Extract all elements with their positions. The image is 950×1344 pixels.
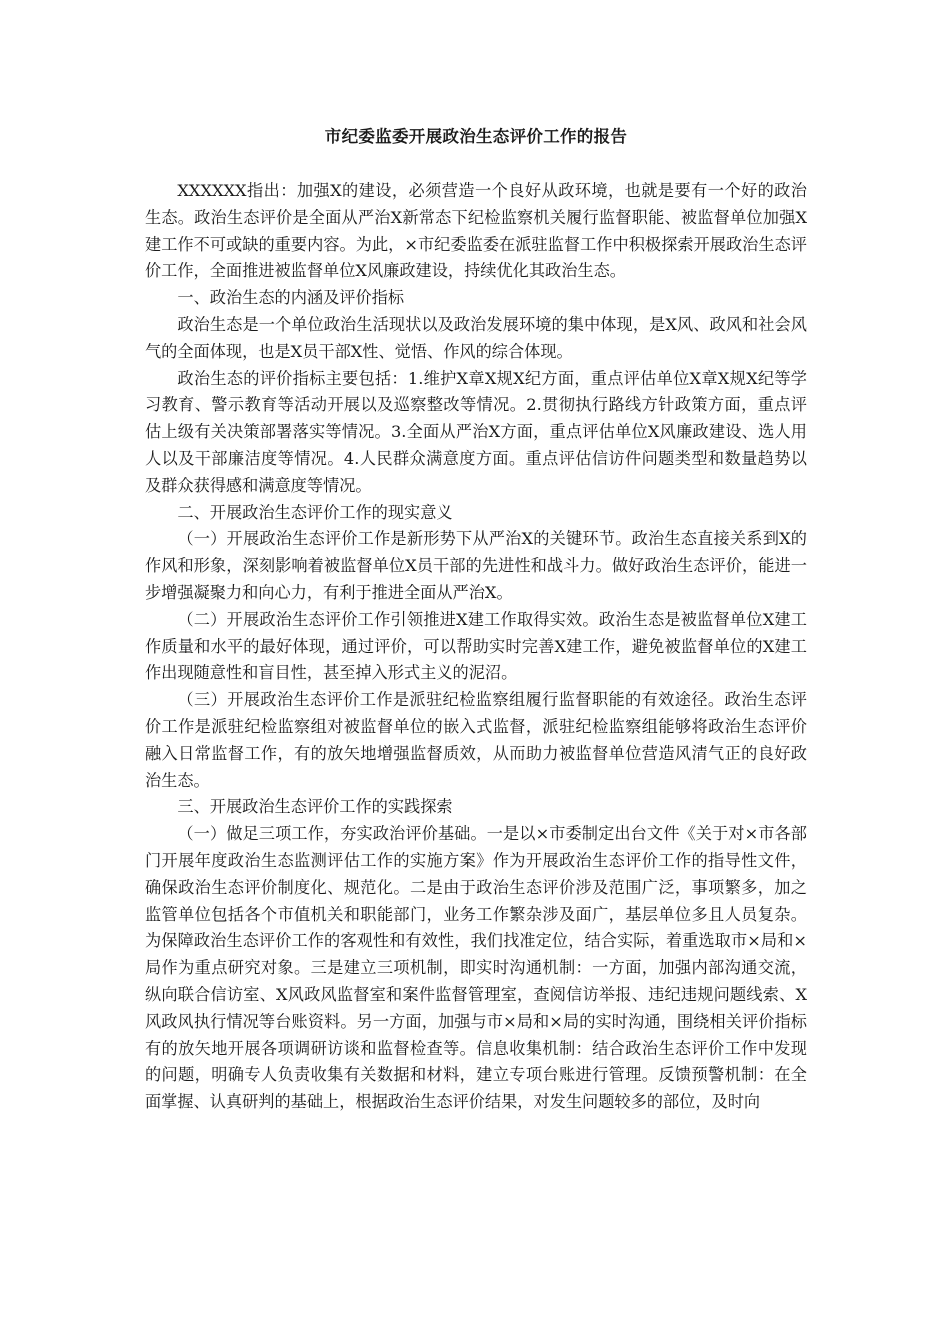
body-paragraph: 政治生态的评价指标主要包括：1.维护X章X规X纪方面，重点评估单位X章X规X纪等学习教育、警示教育等活动开展以及巡察整改等情况。2.贯彻执行路线方针政策方面，重点评估上级有关决策部署落实等情况。3.全面从严治X方面，重点评估单位X风廉政建设、选人用人以及干部廉洁度等情况。4.人民群众满意度方面。重点评估信访件问题类型和数量趋势以及群众获得感和满意度等情况。 — [145, 368, 807, 495]
body-paragraph: （一）做足三项工作，夯实政治评价基础。一是以×市委制定出台文件《关于对×市各部门开展年度政治生态监测评估工作的实施方案》作为开展政治生态评价工作的指导性文件，确保政治生态评价制度化、规范化。二是由于政治生态评价涉及范围广泛，事项繁多，加之监管单位包括各个市值机关和职能部门，业务工作繁杂涉及面广，基层单位多且人员复杂。为保障政治生态评价工作的客观性和有效性，我们找准定位，结合实际，着重选取市×局和×局作为重点研究对象。三是建立三项机制，即实时沟通机制：一方面，加强内部沟通交流，纵向联合信访室、X风政风监督室和案件监督管理室，查阅信访举报、违纪违规问题线索、X风政风执行情况等台账资料。另一方面，加强与市×局和×局的实时沟通，围绕相关评价指标有的放矢地开展各项调研访谈和监督检查等。信息收集机制：结合政治生态评价工作中发现的问题，明确专人负责收集有关数据和材料，建立专项台账进行管理。反馈预警机制：在全面掌握、认真研判的基础上，根据政治生态评价结果，对发生问题较多的部位，及时向 — [145, 824, 807, 1112]
document-title: 市纪委监委开展政治生态评价工作的报告 — [324, 127, 628, 146]
body-paragraph: （三）开展政治生态评价工作是派驻纪检监察组履行监督职能的有效途径。政治生态评价工作是派驻纪检监察组对被监督单位的嵌入式监督，派驻纪检监察组能够将政治生态评价融入日常监督工作，有的放矢地增强监督质效，从而助力被监督单位营造风清气正的良好政治生态。 — [145, 690, 807, 790]
section-heading-1: 一、政治生态的内涵及评价指标 — [177, 288, 405, 308]
intro-paragraph: XXXXXX指出：加强X的建设，必须营造一个良好从政环境，也就是要有一个好的政治生态。政治生态评价是全面从严治X新常态下纪检监察机关履行监督职能、被监督单位加强X建工作不可或缺的重要内容。为此，×市纪委监委在派驻监督工作中积极探索开展政治生态评价工作，全面推进被监督单位X风廉政建设，持续优化其政治生态。 — [145, 181, 807, 281]
document-page — [145, 124, 807, 1116]
section-heading-3: 三、开展政治生态评价工作的实践探索 — [177, 797, 453, 817]
body-paragraph: 政治生态是一个单位政治生活现状以及政治发展环境的集中体现，是X风、政风和社会风气的全面体现，也是X员干部X性、觉悟、作风的综合体现。 — [145, 314, 807, 361]
section-heading-2: 二、开展政治生态评价工作的现实意义 — [177, 502, 453, 522]
body-paragraph: （一）开展政治生态评价工作是新形势下从严治X的关键环节。政治生态直接关系到X的作风和形象，深刻影响着被监督单位X员干部的先进性和战斗力。做好政治生态评价，能进一步增强凝聚力和向心力，有利于推进全面从严治X。 — [145, 529, 807, 602]
body-paragraph: （二）开展政治生态评价工作引领推进X建工作取得实效。政治生态是被监督单位X建工作质量和水平的最好体现，通过评价，可以帮助实时完善X建工作，避免被监督单位的X建工作出现随意性和盲目性，甚至掉入形式主义的泥沼。 — [145, 609, 807, 683]
